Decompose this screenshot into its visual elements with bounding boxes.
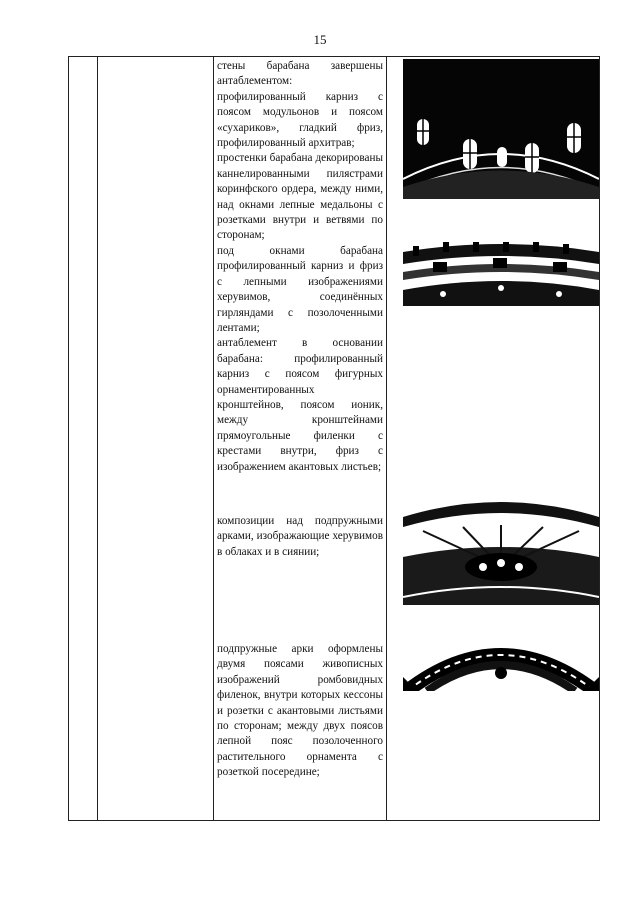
description-block-cherubs	[217, 514, 383, 560]
text-paragraph: антаблемент в основании барабана: профилированный карниз с поясом фигурных орнаментированных кронштейнов, поясом ионик, между кронштейнами прямоугольные филенки с крестами внутри, фриз с изображением акантовых листьев;	[217, 337, 383, 473]
description-block-drum	[217, 59, 383, 475]
column-divider	[97, 57, 98, 820]
text-paragraph: простенки барабана декорированы каннелированными пилястрами коринфского ордера, между ними, над окнами лепные медальоны с розетками внутри и ветвями по сторонам;	[217, 152, 383, 242]
text-paragraph: подпружные арки оформлены двумя поясами живописных изображений ромбовидных филенок, внутри которых кессоны и розетки с акантовыми листьями по сторонам; между двух поясов лепной пояс позолоченного растительного орнамента с розеткой посередине;	[217, 643, 383, 779]
column-divider	[386, 57, 387, 820]
cherubs-composition-photo	[403, 497, 599, 605]
page-number: 15	[313, 32, 327, 47]
description-block-arches	[217, 642, 383, 781]
arch-rhomb-panels-photo	[403, 633, 599, 691]
text-paragraph: композиции над подпружными арками, изображающие херувимов в облаках и в сиянии;	[217, 515, 383, 558]
drum-base-entablature-photo	[403, 242, 599, 306]
text-paragraph: под окнами барабана профилированный карниз и фриз с лепными изображениями херувимов, соединённых гирляндами с позолоченными лентами;	[217, 244, 383, 334]
column-divider	[213, 57, 214, 820]
description-table	[68, 56, 600, 821]
text-paragraph: профилированный карниз с поясом модульонов и поясом «сухариков», гладкий фриз, профилированный архитрав;	[217, 90, 383, 150]
text-paragraph: стены барабана завершены антаблементом:	[217, 60, 383, 88]
dome-drum-windows-photo	[403, 59, 599, 199]
